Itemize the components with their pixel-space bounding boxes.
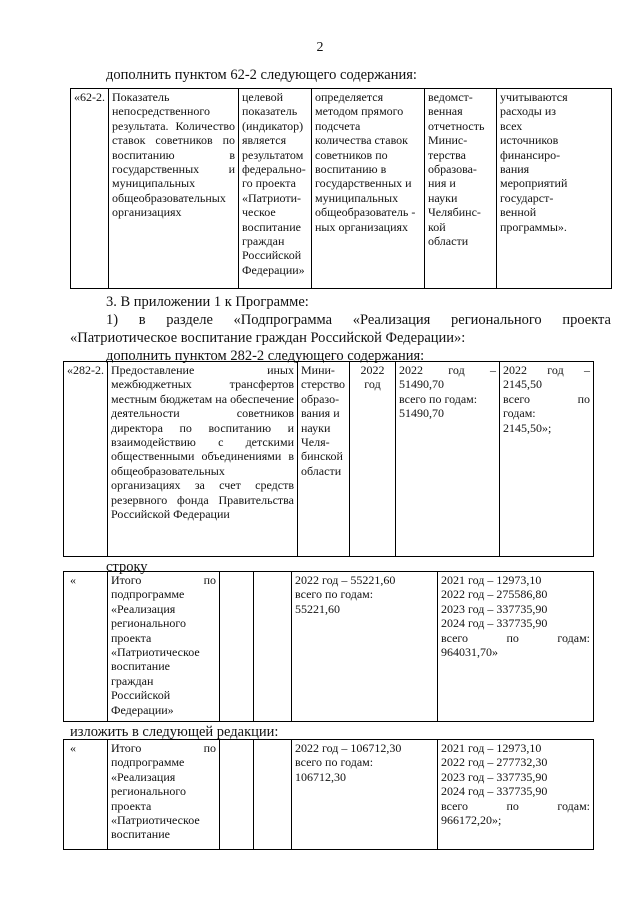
table-new-row [63, 739, 594, 850]
row-old-empty-2 [254, 572, 292, 722]
row-282-executor: Мини- стерство образо- вания и науки Челя- бинской области [298, 362, 350, 557]
intro-282: дополнить пунктом 282-2 следующего содержания: [106, 348, 425, 364]
row-282-regional: 2022 год – 2145,50 всего по годам: 2145,50»; [500, 362, 594, 557]
row-old-empty-1 [220, 572, 254, 722]
intro-62: дополнить пунктом 62-2 следующего содержания: [106, 67, 417, 83]
row-new-empty-2 [254, 740, 292, 850]
row-old-num: « [64, 572, 108, 722]
row-new-num: « [64, 740, 108, 850]
row-new-name: Итого по подпрограмме «Реализация регионального проекта «Патриотическое воспитание [108, 740, 220, 850]
row-282-federal: 2022 год – 51490,70 всего по годам: 51490,70 [396, 362, 500, 557]
para-3: 3. В приложении 1 к Программе: [106, 294, 309, 310]
row-282-num: «282-2. [64, 362, 108, 557]
row-62-note: учитываются расходы из всех источников финансиро- вания мероприятий государст- венной программы». [497, 89, 612, 289]
para-1-line1: 1) в разделе «Подпрограмма «Реализация регионального проекта [106, 312, 611, 328]
row-62-num: «62-2. [71, 89, 109, 289]
row-old-regional: 2021 год – 12973,10 2022 год – 275586,80 2023 год – 337735,90 2024 год – 337735,90 всего по годам: 964031,70» [438, 572, 594, 722]
row-62-type: целевой показатель (индикатор) является результатом федерально- го проекта «Патриоти- ческое воспитание граждан Российской Федерации» [239, 89, 312, 289]
row-62-name: Показатель непосредственного результата. Количество ставок советников по воспитанию в государственных и муниципальных общеобразовательных организациях [109, 89, 239, 289]
row-new-empty-1 [220, 740, 254, 850]
row-new-federal: 2022 год – 106712,30 всего по годам: 106712,30 [292, 740, 438, 850]
row-old-name: Итого по подпрограмме «Реализация регионального проекта «Патриотическое воспитание граждан Российской Федерации» [108, 572, 220, 722]
row-62-method: определяется методом прямого подсчета количества ставок советников по воспитанию в государственных и муниципальных общеобразователь - ных организациях [312, 89, 425, 289]
table-282-2 [63, 361, 594, 557]
row-old-federal: 2022 год – 55221,60 всего по годам: 55221,60 [292, 572, 438, 722]
row-282-name: Предоставление иных межбюджетных трансфертов местным бюджетам на обеспечение деятельности советников директора по воспитанию и взаимодействию с детскими общественными объединениями в общеобразовательных организациях за счет средств резервного фонда Правительства Российской Федерации [108, 362, 298, 557]
row-62-source: ведомст- венная отчетность Минис- терства образова- ния и науки Челябинс- кой области [425, 89, 497, 289]
row-282-year: 2022 год [350, 362, 396, 557]
para-1-line2: «Патриотическое воспитание граждан Российской Федерации»: [70, 330, 466, 346]
page-number: 2 [316, 40, 324, 55]
word-stroku: строку [106, 559, 148, 575]
row-new-regional: 2021 год – 12973,10 2022 год – 277732,30 2023 год – 337735,90 2024 год – 337735,90 всего по годам: 966172,20»; [438, 740, 594, 850]
word-izlozhit: изложить в следующей редакции: [70, 724, 279, 740]
table-62-2 [70, 88, 612, 289]
table-old-row [63, 571, 594, 722]
